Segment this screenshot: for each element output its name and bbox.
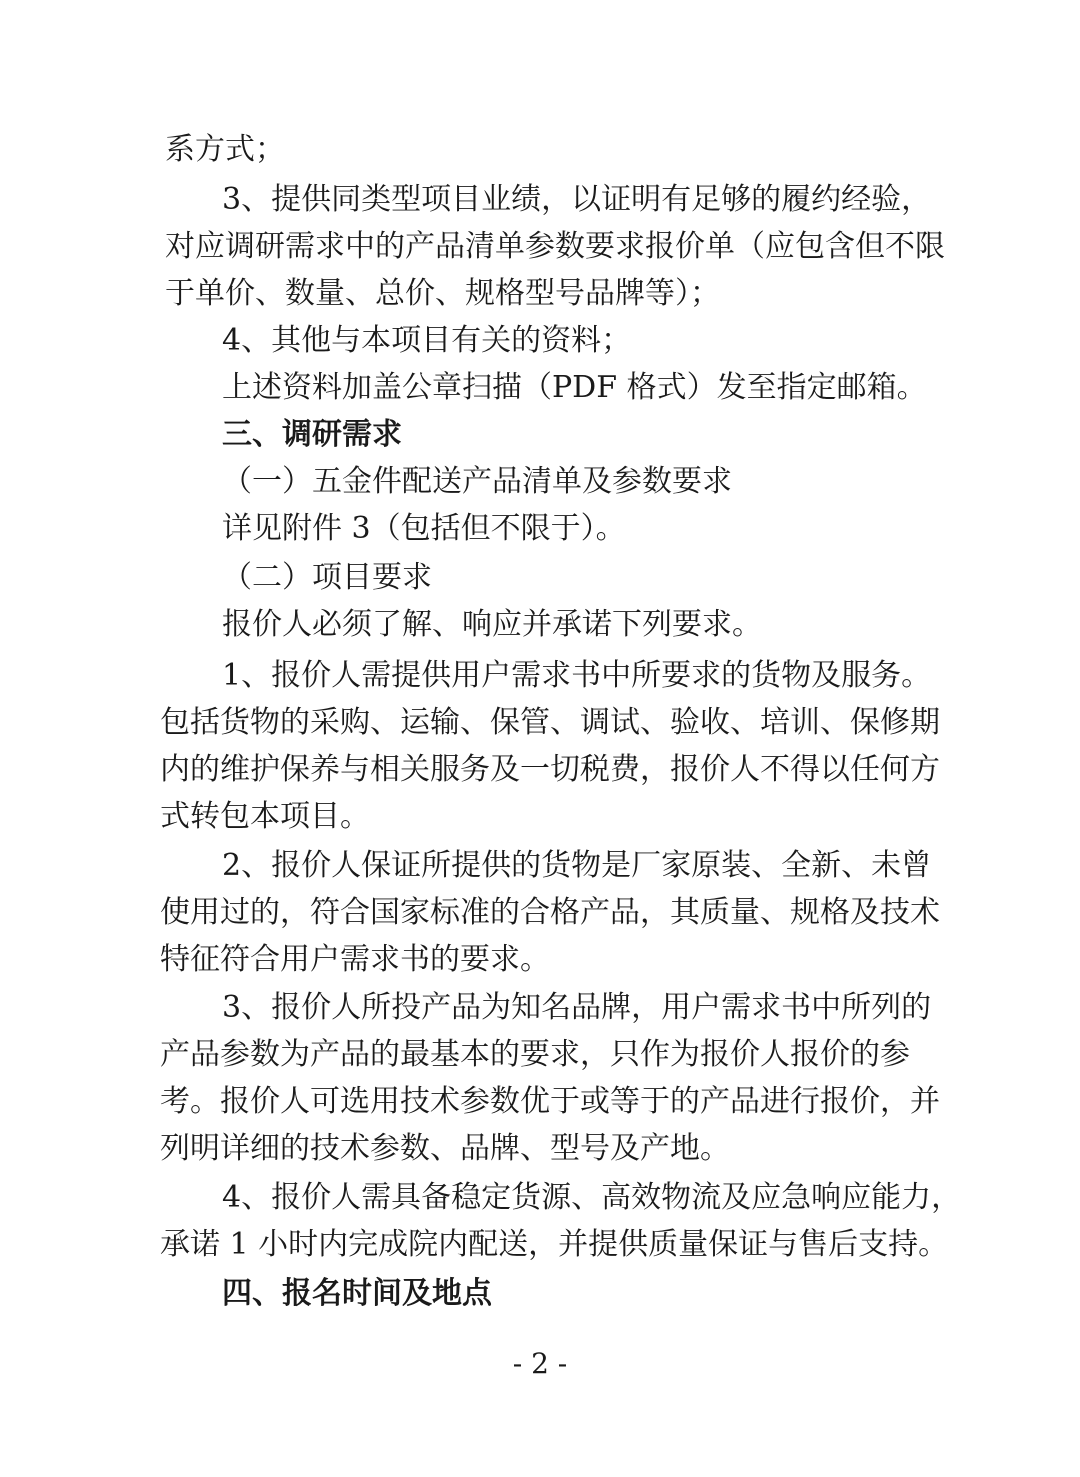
text-line-must-respond: 报价人必须了解、响应并承诺下列要求。 <box>222 607 762 642</box>
section-heading-research-requirements: 三、调研需求 <box>222 417 402 452</box>
text-line-req-2-end: 特征符合用户需求书的要求。 <box>160 942 550 977</box>
text-line-req-1-cont-b: 内的维护保养与相关服务及一切税费，报价人不得以任何方 <box>160 752 940 787</box>
page-number: - 2 - <box>512 1347 568 1380</box>
text-line-req-1-end: 式转包本项目。 <box>160 799 370 834</box>
text-line-req-2-cont: 使用过的，符合国家标准的合格产品，其质量、规格及技术 <box>160 895 940 930</box>
text-line-req-3-cont-b: 考。报价人可选用技术参数优于或等于的产品进行报价，并 <box>160 1084 940 1119</box>
text-line-req-2-start: 2、报价人保证所提供的货物是厂家原装、全新、未曾 <box>222 848 932 883</box>
section-heading-registration: 四、报名时间及地点 <box>222 1276 492 1311</box>
text-line-seal-and-email: 上述资料加盖公章扫描（PDF 格式）发至指定邮箱。 <box>222 370 927 405</box>
text-line-contact-method: 系方式； <box>165 132 285 167</box>
text-line-req-4-start: 4、报价人需具备稳定货源、高效物流及应急响应能力， <box>222 1180 962 1215</box>
subheading-project-requirements: （二）项目要求 <box>222 560 432 595</box>
text-line-req-3-end: 列明详细的技术参数、品牌、型号及产地。 <box>160 1131 730 1166</box>
text-line-quotation-list: 对应调研需求中的产品清单参数要求报价单（应包含但不限 <box>165 229 945 264</box>
text-line-item-3-performance: 3、提供同类型项目业绩，以证明有足够的履约经验， <box>222 182 932 217</box>
text-line-req-4-end: 承诺 1 小时内完成院内配送，并提供质量保证与售后支持。 <box>160 1227 949 1262</box>
text-line-item-4-other-materials: 4、其他与本项目有关的资料； <box>222 323 632 358</box>
subheading-product-list: （一）五金件配送产品清单及参数要求 <box>222 464 732 499</box>
text-line-req-3-start: 3、报价人所投产品为知名品牌，用户需求书中所列的 <box>222 990 932 1025</box>
text-line-req-1-start: 1、报价人需提供用户需求书中所要求的货物及服务。 <box>222 658 932 693</box>
text-line-req-1-cont-a: 包括货物的采购、运输、保管、调试、验收、培训、保修期 <box>160 705 940 740</box>
text-line-req-3-cont-a: 产品参数为产品的最基本的要求，只作为报价人报价的参 <box>160 1037 910 1072</box>
text-line-quotation-details: 于单价、数量、总价、规格型号品牌等）； <box>165 276 720 311</box>
text-line-see-attachment: 详见附件 3（包括但不限于）。 <box>222 511 626 546</box>
